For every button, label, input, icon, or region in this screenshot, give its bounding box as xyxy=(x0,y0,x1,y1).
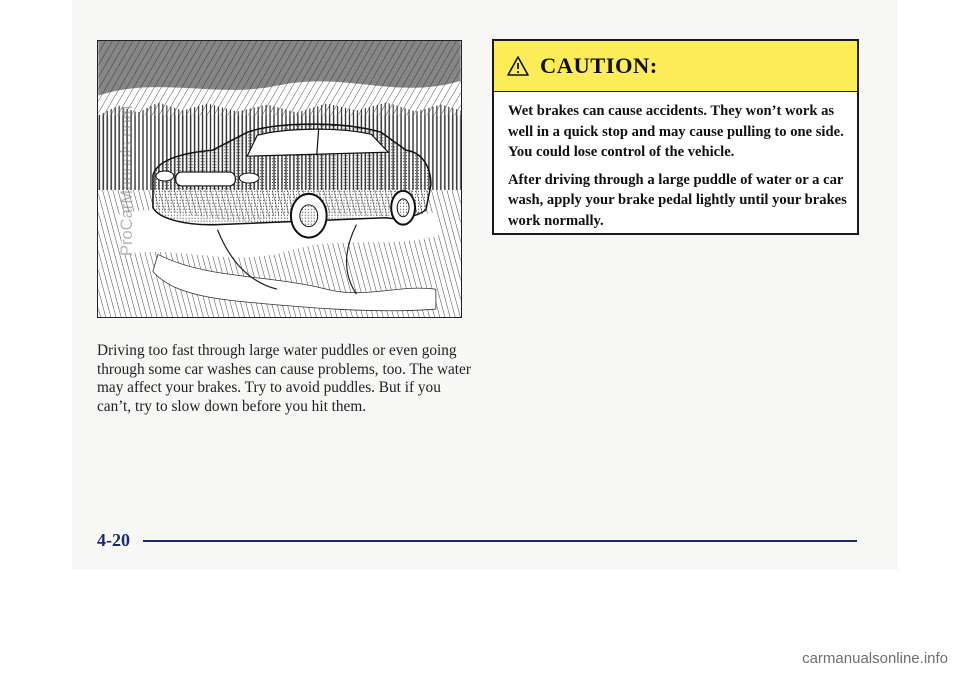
caution-title: CAUTION: xyxy=(540,53,658,78)
caution-box xyxy=(492,39,859,235)
warning-triangle-icon xyxy=(506,55,530,77)
body-paragraph: Driving too fast through large water puddles or even going through some car washes can cause problems, too. The water may affect your brakes. Try to avoid puddles. But if you can’t, try to slow down before you hit them. xyxy=(97,342,471,416)
page-number: 4-20 xyxy=(97,530,130,550)
site-watermark: carmanualsonline.info xyxy=(802,650,948,667)
vertical-watermark: ProCarManuals.com xyxy=(118,105,136,256)
caution-paragraph: After driving through a large puddle of water or a car wash, apply your brake pedal lightly until your brakes work normally. xyxy=(508,171,847,229)
caution-paragraph: Wet brakes can cause accidents. They won’t work as well in a quick stop and may cause pulling to one side. You could lose control of the vehicle. xyxy=(508,103,844,160)
caution-header xyxy=(494,41,857,92)
footer-rule xyxy=(143,540,857,542)
car-puddle-illustration xyxy=(97,40,462,318)
caution-body xyxy=(494,92,857,231)
